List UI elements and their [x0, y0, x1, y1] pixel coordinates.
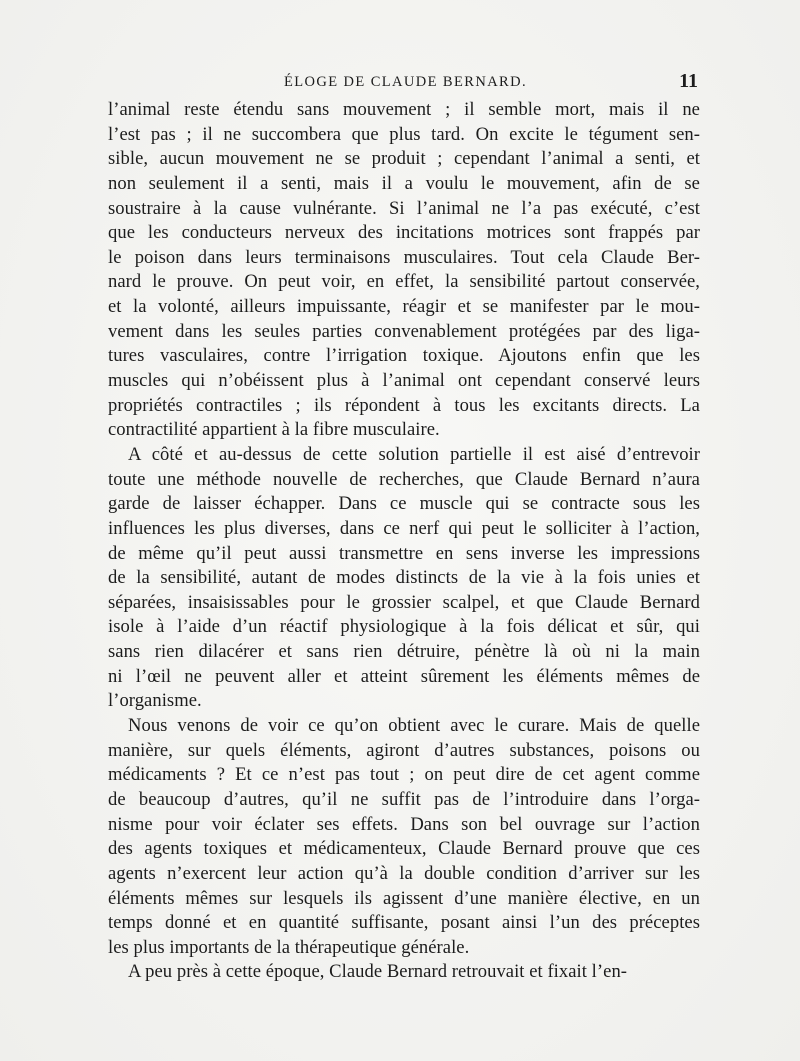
body-text: [108, 98, 700, 985]
text-line: l’est pas ; il ne succombera que plus tard. On excite le tégument sen-: [108, 123, 700, 145]
text-line: séparées, insaisissables pour le grossier scalpel, et que Claude Bernard: [108, 591, 700, 613]
text-line: propriétés contractiles ; ils répondent à tous les excitants directs. La: [108, 394, 700, 416]
text-line: A peu près à cette époque, Claude Bernard retrouvait et fixait l’en-: [128, 961, 628, 983]
text-line: toute une méthode nouvelle de recherches, que Claude Bernard n’aura: [108, 468, 700, 490]
text-line: l’organisme.: [108, 690, 202, 712]
text-line: éléments mêmes sur lesquels ils agissent d’une manière élective, en un: [108, 887, 700, 909]
text-line: que les conducteurs nerveux des incitations motrices sont frappés par: [108, 222, 700, 244]
text-line: sans rien dilacérer et sans rien détruire, pénètre là où ni la main: [108, 641, 700, 663]
text-line: sible, aucun mouvement ne se produit ; cependant l’animal a senti, et: [108, 148, 700, 170]
paragraph: [108, 98, 700, 443]
page-number: 11: [679, 70, 698, 92]
text-line: muscles qui n’obéissent plus à l’animal ont cependant conservé leurs: [108, 370, 700, 392]
text-line: contractilité appartient à la fibre musculaire.: [108, 419, 440, 441]
running-title: ÉLOGE DE CLAUDE BERNARD.: [284, 74, 528, 90]
text-line: temps donné et en quantité suffisante, posant ainsi l’un des préceptes: [108, 912, 700, 934]
text-line: et la volonté, ailleurs impuissante, réagir et se manifester par le mou-: [108, 296, 700, 318]
page-header: [108, 72, 698, 98]
text-line: soustraire à la cause vulnérante. Si l’animal ne l’a pas exécuté, c’est: [108, 197, 700, 219]
text-line: le poison dans leurs terminaisons musculaires. Tout cela Claude Ber-: [108, 246, 700, 268]
text-line: de beaucoup d’autres, qu’il ne suffit pas de l’introduire dans l’orga-: [108, 788, 700, 810]
text-line: influences les plus diverses, dans ce nerf qui peut le solliciter à l’action,: [108, 517, 700, 539]
text-line: ni l’œil ne peuvent aller et atteint sûrement les éléments mêmes de: [108, 665, 700, 687]
text-line: des agents toxiques et médicamenteux, Claude Bernard prouve que ces: [108, 838, 700, 860]
text-line: médicaments ? Et ce n’est pas tout ; on peut dire de cet agent comme: [108, 764, 700, 786]
text-line: de même qu’il peut aussi transmettre en sens inverse les impressions: [108, 542, 700, 564]
text-line: agents n’exercent leur action qu’à la double condition d’arriver sur les: [108, 862, 700, 884]
paragraph: [108, 443, 700, 714]
text-line: nard le prouve. On peut voir, en effet, la sensibilité partout conservée,: [108, 271, 700, 293]
text-line: Nous venons de voir ce qu’on obtient avec le curare. Mais de quelle: [128, 715, 700, 737]
text-line: les plus importants de la thérapeutique générale.: [108, 936, 470, 958]
text-line: tures vasculaires, contre l’irrigation toxique. Ajoutons enfin que les: [108, 345, 700, 367]
text-line: non seulement il a senti, mais il a voulu le mouvement, afin de se: [108, 172, 700, 194]
paragraph: [108, 714, 700, 960]
text-line: isole à l’aide d’un réactif physiologique à la fois délicat et sûr, qui: [108, 616, 700, 638]
text-line: nisme pour voir éclater ses effets. Dans son bel ouvrage sur l’action: [108, 813, 700, 835]
paragraph: [108, 960, 700, 985]
text-line: l’animal reste étendu sans mouvement ; il semble mort, mais il ne: [108, 99, 700, 120]
text-line: vement dans les seules parties convenablement protégées par des liga-: [108, 320, 700, 342]
text-line: A côté et au-dessus de cette solution partielle il est aisé d’entrevoir: [128, 443, 700, 465]
text-line: de la sensibilité, autant de modes distincts de la vie à la fois unies et: [108, 567, 700, 589]
text-line: manière, sur quels éléments, agiront d’autres substances, poisons ou: [108, 739, 700, 761]
text-line: garde de laisser échapper. Dans ce muscle qui se contracte sous les: [108, 493, 700, 515]
